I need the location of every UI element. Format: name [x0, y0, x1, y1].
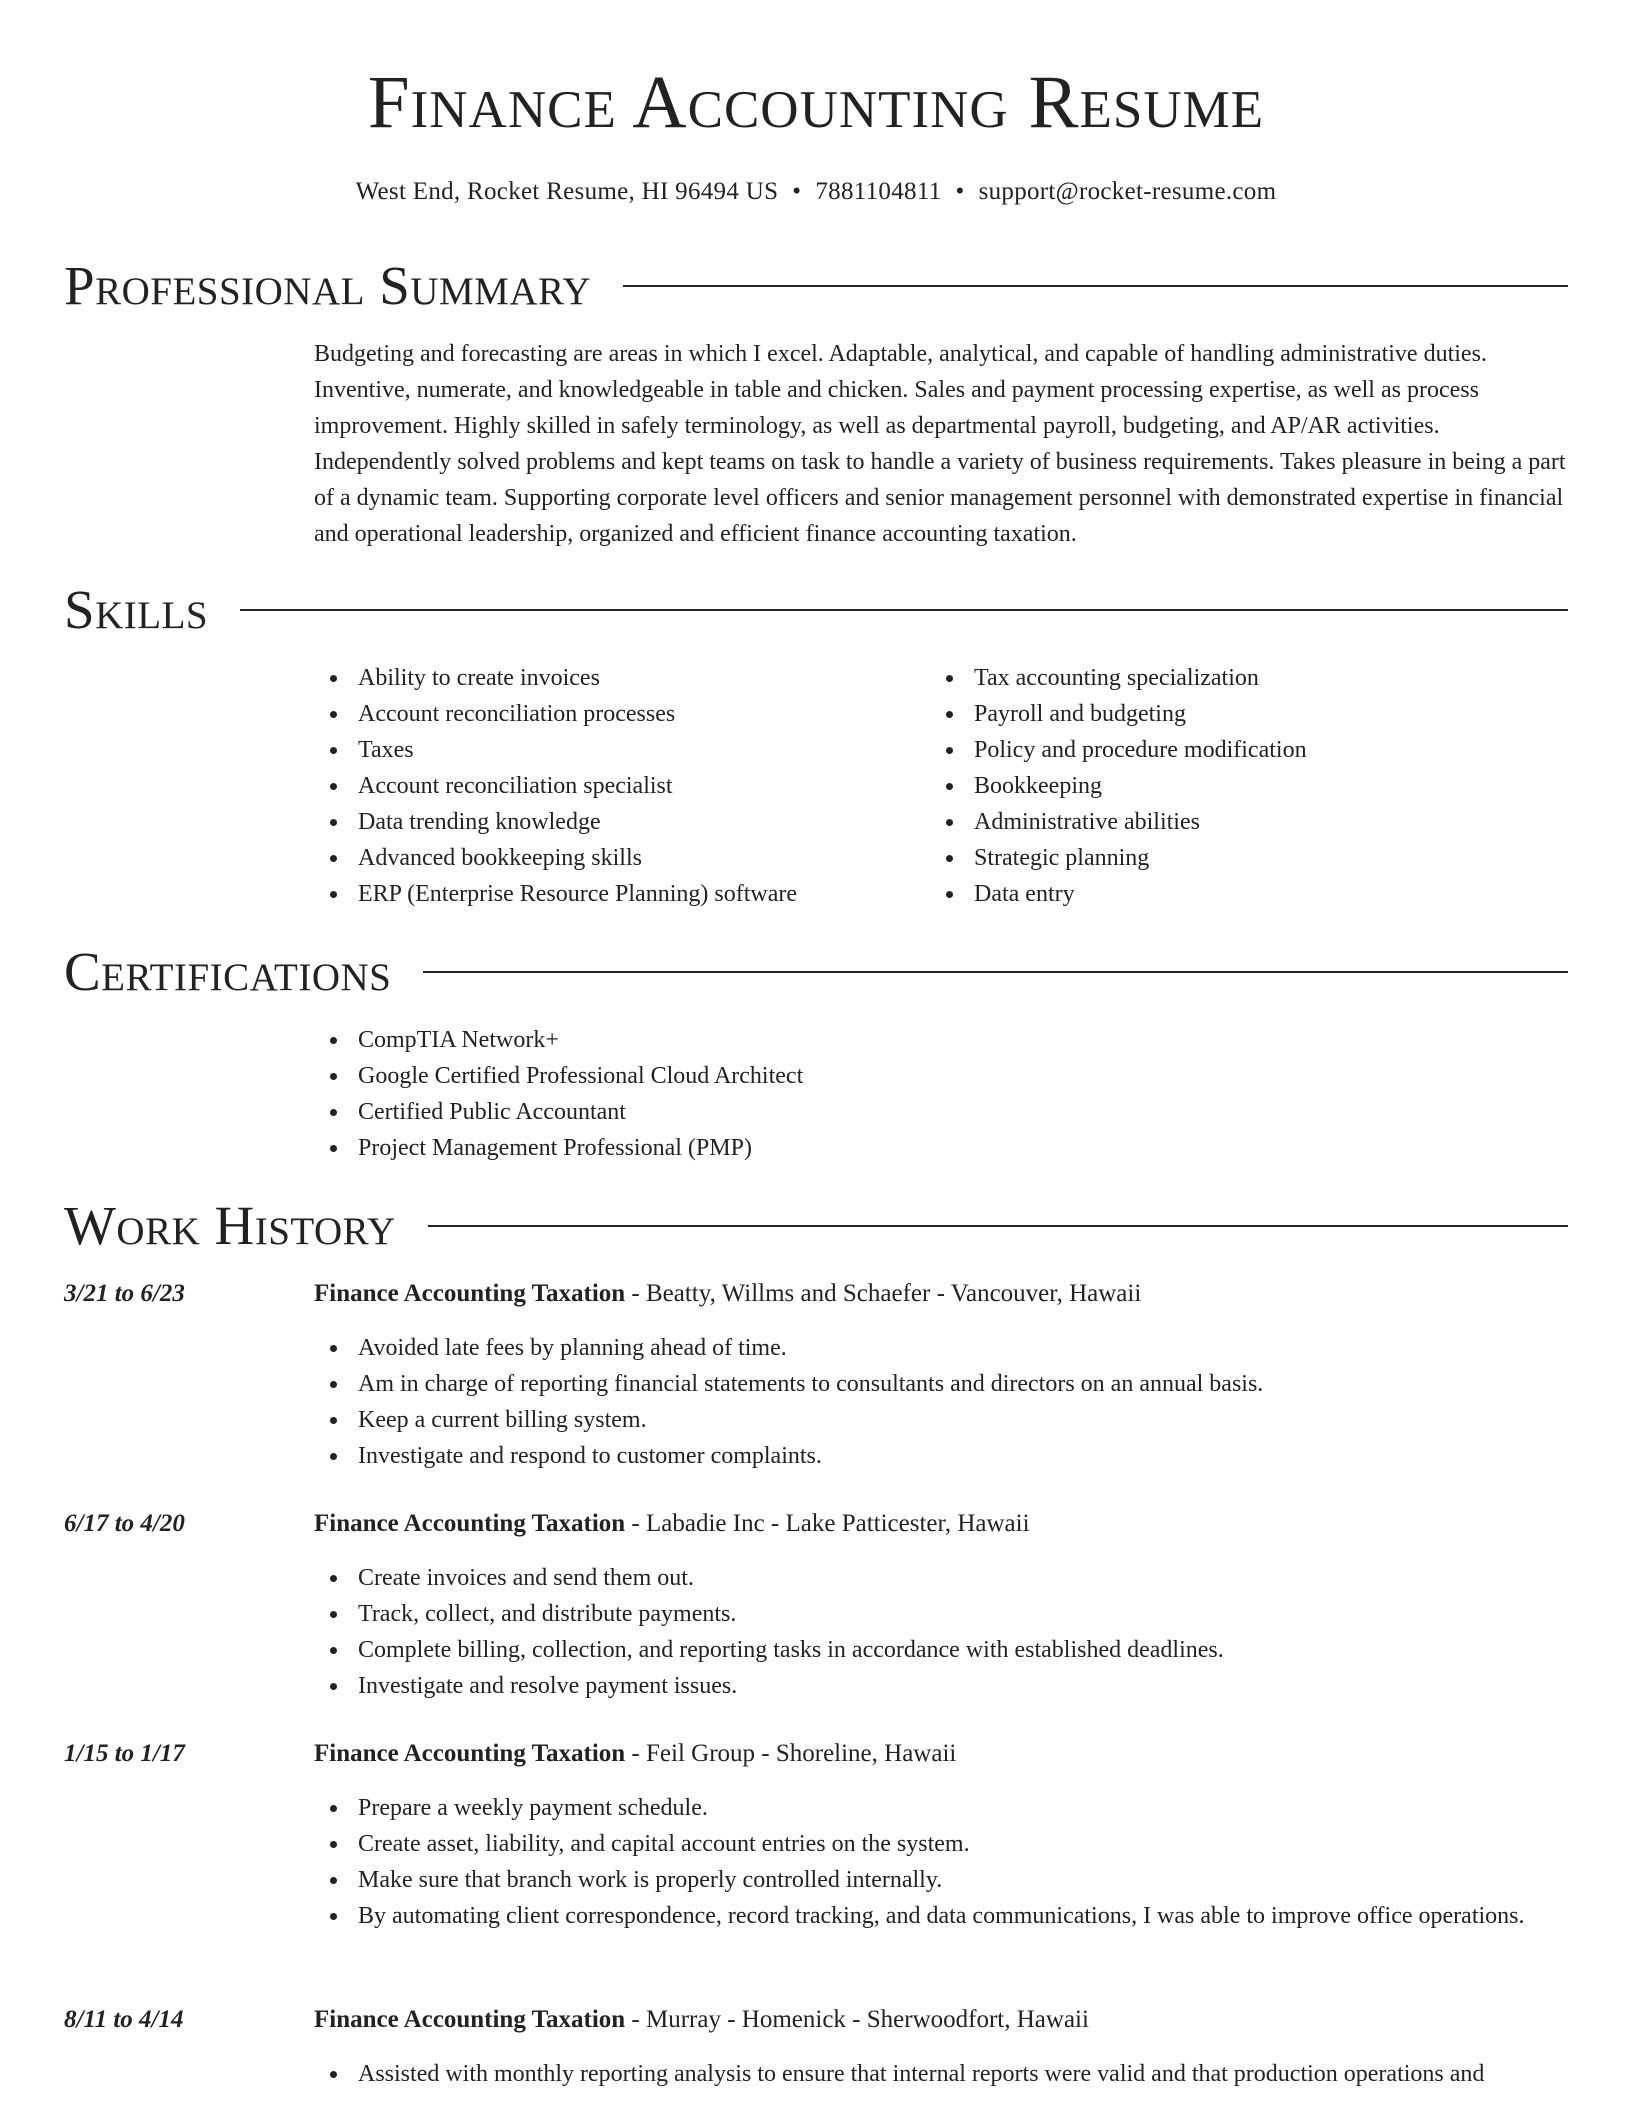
certification-item: Certified Public Accountant	[314, 1094, 1568, 1130]
skill-item: Advanced bookkeeping skills	[314, 840, 914, 876]
skill-item: Tax accounting specialization	[930, 660, 1530, 696]
summary-text: Budgeting and forecasting are areas in which I excel. Adaptable, analytical, and capable of handling administrative duties. Inventive, numerate, and knowledgeable in table and chicken. Sales and payment processing expertise, as well as process improvement. Highly skilled in safely terminology, as well as departmental payroll, budgeting, and AP/AR activities. Independently solved problems and kept teams on task to handle a variety of business requirements. Takes pleasure in being a part of a dynamic team. Supporting corporate level officers and senior management personnel with demonstrated expertise in financial and operational leadership, organized and efficient finance accounting taxation.	[314, 341, 1566, 547]
skills-column-right	[930, 660, 1530, 912]
skill-item: Ability to create invoices	[314, 660, 914, 696]
job-bullet-list	[314, 1560, 1568, 1704]
certification-item: Google Certified Professional Cloud Architect	[314, 1058, 1568, 1094]
certifications-column	[314, 1022, 1568, 1166]
job-employer-location: - Feil Group - Shoreline, Hawaii	[625, 1740, 957, 1767]
job-employer-location: - Murray - Homenick - Sherwoodfort, Hawaii	[625, 2006, 1089, 2033]
job-heading	[314, 1736, 1568, 1772]
section-header-skills	[64, 580, 1568, 640]
job-bullet: Investigate and resolve payment issues.	[314, 1668, 1568, 1704]
section-header-certifications	[64, 942, 1568, 1002]
skill-item: Bookkeeping	[930, 768, 1530, 804]
job-bullet: Avoided late fees by planning ahead of time.	[314, 1330, 1568, 1366]
skill-item: Administrative abilities	[930, 804, 1530, 840]
skill-item: Data trending knowledge	[314, 804, 914, 840]
section-title-skills: Skills	[64, 579, 209, 640]
job-role: Finance Accounting Taxation	[314, 1510, 626, 1537]
section-title-certifications: Certifications	[64, 941, 392, 1002]
job-bullet: Investigate and respond to customer complaints.	[314, 1438, 1568, 1474]
section-title-summary: Professional Summary	[64, 255, 592, 316]
job-bullet: Keep a current billing system.	[314, 1402, 1568, 1438]
section-divider	[240, 609, 1568, 611]
job-dates: 3/21 to 6/23	[64, 1280, 185, 1307]
job-heading	[314, 1506, 1568, 1542]
skill-item: Taxes	[314, 732, 914, 768]
job-bullet: Create invoices and send them out.	[314, 1560, 1568, 1596]
job-bullet-list	[314, 1790, 1568, 1934]
job-responsibilities	[314, 1330, 1568, 1474]
skill-item: Account reconciliation specialist	[314, 768, 914, 804]
section-divider	[428, 1225, 1568, 1227]
job-bullet: Assisted with monthly reporting analysis to ensure that internal reports were valid and that production operations and	[314, 2056, 1568, 2092]
section-header-summary	[64, 256, 1568, 316]
job-heading	[314, 1276, 1568, 1312]
job-bullet: Make sure that branch work is properly controlled internally.	[314, 1862, 1568, 1898]
contact-separator: •	[955, 178, 965, 205]
job-bullet-list	[314, 1330, 1568, 1474]
skill-item: Strategic planning	[930, 840, 1530, 876]
job-bullet: Complete billing, collection, and reporting tasks in accordance with established deadlines.	[314, 1632, 1568, 1668]
job-role: Finance Accounting Taxation	[314, 2006, 626, 2033]
contact-line	[0, 174, 1632, 210]
job-dates: 1/15 to 1/17	[64, 1740, 185, 1767]
job-bullet-list	[314, 2056, 1568, 2092]
job-bullet: Track, collect, and distribute payments.	[314, 1596, 1568, 1632]
skills-column-left	[314, 660, 914, 912]
contact-address: West End, Rocket Resume, HI 96494 US	[355, 178, 779, 205]
skills-list-right	[930, 660, 1530, 912]
job-role: Finance Accounting Taxation	[314, 1740, 626, 1767]
section-header-work-history	[64, 1196, 1568, 1256]
skill-item: Account reconciliation processes	[314, 696, 914, 732]
job-bullet: Prepare a weekly payment schedule.	[314, 1790, 1568, 1826]
job-responsibilities	[314, 1790, 1568, 1934]
resume-title: Finance Accounting Resume	[367, 61, 1265, 144]
section-title-work-history: Work History	[64, 1195, 396, 1256]
certification-item: CompTIA Network+	[314, 1022, 1568, 1058]
job-role: Finance Accounting Taxation	[314, 1280, 626, 1307]
job-dates: 8/11 to 4/14	[64, 2006, 184, 2033]
skill-item: ERP (Enterprise Resource Planning) software	[314, 876, 914, 912]
job-employer-location: - Labadie Inc - Lake Patticester, Hawaii	[625, 1510, 1030, 1537]
job-bullet: Am in charge of reporting financial statements to consultants and directors on an annual basis.	[314, 1366, 1568, 1402]
section-divider	[423, 971, 1568, 973]
certification-item: Project Management Professional (PMP)	[314, 1130, 1568, 1166]
skill-item: Policy and procedure modification	[930, 732, 1530, 768]
skills-list-left	[314, 660, 914, 912]
certifications-list	[314, 1022, 1568, 1166]
contact-email[interactable]: support@rocket-resume.com	[978, 178, 1277, 205]
section-divider	[623, 285, 1568, 287]
skill-item: Data entry	[930, 876, 1530, 912]
job-bullet: Create asset, liability, and capital account entries on the system.	[314, 1826, 1568, 1862]
job-bullet: By automating client correspondence, record tracking, and data communications, I was able to improve office operations.	[314, 1898, 1568, 1934]
job-employer-location: - Beatty, Willms and Schaefer - Vancouver, Hawaii	[625, 1280, 1142, 1307]
contact-separator: •	[792, 178, 802, 205]
job-heading	[314, 2002, 1568, 2038]
contact-phone: 7881104811	[815, 178, 942, 205]
job-dates: 6/17 to 4/20	[64, 1510, 185, 1537]
job-responsibilities	[314, 2056, 1568, 2092]
skill-item: Payroll and budgeting	[930, 696, 1530, 732]
job-responsibilities	[314, 1560, 1568, 1704]
